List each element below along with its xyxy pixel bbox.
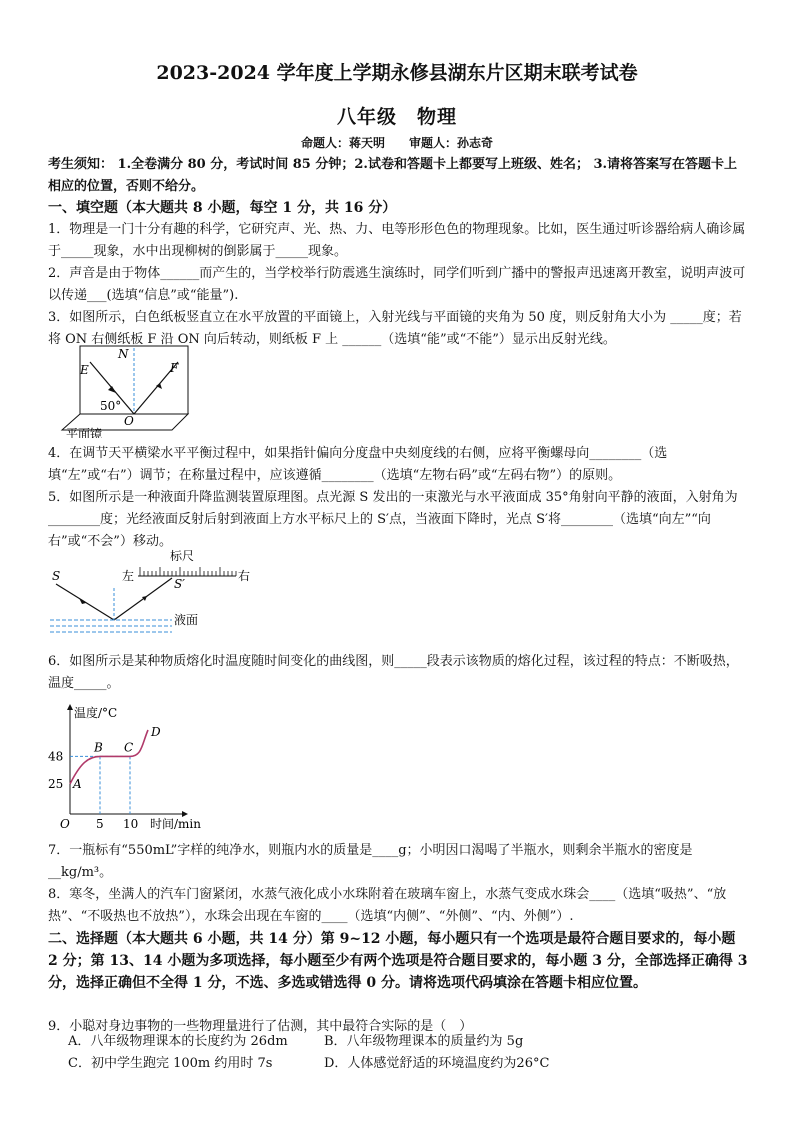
arrow-icon <box>108 386 116 393</box>
question-5: 5．如图所示是一种液面升降监测装置原理图。点光源 S 发出的一束激光与水平液面成 35°角射向平静的液面，入射角为________度；光经液面反射后射到液面上方水平标尺上的 S′点，当液面下降时，光点 S′将________（选填“向左”“向右”或“不会”）移动。 <box>48 490 738 549</box>
x-tick-10: 10 <box>123 817 139 831</box>
point-label-C: C <box>124 740 134 755</box>
arrow-icon <box>79 598 86 604</box>
figure-q6-melting-chart <box>46 702 216 832</box>
y-tick-25: 25 <box>48 777 64 791</box>
label-angle: 50° <box>100 399 122 413</box>
point-label-A: A <box>73 777 82 791</box>
origin-label: O <box>60 817 70 831</box>
y-axis-label: 温度/°C <box>74 706 118 720</box>
figure-q5-liquid-monitor <box>46 548 266 640</box>
label-F: F <box>170 361 179 375</box>
question-3: 3．如图所示，白色纸板竖直立在水平放置的平面镜上，入射光线与平面镜的夹角为 50 度，则反射角大小为 _____度；若将 ON 右侧纸板 F 沿 ON 向后转动，则纸板 F 上 ______（选填“能”或“不能”）显示出反射光线。 <box>48 310 742 347</box>
option-D: D．人体感觉舒适的环境温度约为26°C <box>324 1056 550 1071</box>
series-melting-curve <box>70 730 148 784</box>
question-9: 9．小聪对身边事物的一些物理量进行了估测，其中最符合实际的是（ ） <box>48 1019 473 1034</box>
label-ruler: 标尺 <box>170 549 195 563</box>
label-left: 左 <box>122 569 135 583</box>
label-O: O <box>124 414 134 428</box>
option-A: A．八年级物理课本的长度约为 26dm <box>68 1034 288 1049</box>
label-right: 右 <box>238 569 251 583</box>
option-B: B．八年级物理课本的质量约为 5g <box>324 1034 524 1049</box>
section2-heading: 二、选择题（本大题共 6 小题，共 14 分）第 9~12 小题，每小题只有一个选项是最符合题目要求的，每小题 2 分；第 13、14 小题为多项选择，每小题至少有两个选项是符合题目要求的，每小题 3 分，全部选择正确得 3 分，选择正确但不全得 1 分，不选、多选或错选得 0 分。请将选项代码填涂在答题卡相应位置。 <box>48 931 748 991</box>
question-2: 2．声音是由于物体______而产生的，当学校举行防震逃生演练时，同学们听到广播中的警报声迅速离开教室，说明声波可以传递___(选填“信息”或“能量”). <box>48 266 746 303</box>
exam-notice: 考生须知： 1.全卷满分 80 分，考试时间 85 分钟；2.试卷和答题卡上都要写上班级、姓名； 3.请将答案写在答题卡上相应的位置，否则不给分。 <box>48 157 738 194</box>
section1-heading: 一、填空题（本大题共 8 小题，每空 1 分，共 16 分） <box>48 200 397 216</box>
question-7: 7．一瓶标有“550mL”字样的纯净水，则瓶内水的质量是____g；小明因口渴喝了半瓶水，则剩余半瓶水的密度是__kg/m³。 <box>48 843 693 880</box>
exam-subtitle: 八年级 物理 <box>336 106 457 128</box>
label-E: E <box>80 363 89 377</box>
laser-incident <box>56 584 114 620</box>
y-tick-48: 48 <box>48 749 64 764</box>
point-label-D: D <box>151 725 161 739</box>
question-4: 4．在调节天平横梁水平平衡过程中，如果指针偏向分度盘中央刻度线的右侧，应将平衡螺母向________（选填“左”或“右”）调节；在称量过程中，应该遵循________（选填“左物右码”或“左码右物”）的原则。 <box>48 446 668 483</box>
label-N: N <box>118 347 129 361</box>
figure-q3-mirror <box>54 342 214 438</box>
question-6: 6．如图所示是某种物质熔化时温度随时间变化的曲线图，则_____段表示该物质的熔化过程，该过程的特点：不断吸热，温度_____。 <box>48 654 739 691</box>
point-label-B: B <box>94 740 103 755</box>
arrow-icon <box>156 383 162 389</box>
x-axis-label: 时间/min <box>150 817 201 831</box>
ruler-ticks <box>140 567 236 576</box>
laser-reflected <box>114 578 172 620</box>
question-1: 1．物理是一门十分有趣的科学，它研究声、光、热、力、电等形形色色的物理现象。比如，医生通过听诊器给病人确诊属于_____现象，水中出现柳树的倒影属于_____现象。 <box>48 222 746 259</box>
y-axis-arrow-icon <box>67 704 73 710</box>
label-mirror: 平面镜 <box>66 427 103 438</box>
label-liquid: 液面 <box>174 613 199 627</box>
question-8: 8．寒冬，坐满人的汽车门窗紧闭，水蒸气液化成小水珠附着在玻璃车窗上，水蒸气变成水珠会____（选填“吸热”、“放热”、“不吸热也不放热”），水珠会出现在车窗的____（选填“内侧”、“外侧”、“内、外侧”）. <box>48 887 727 924</box>
x-tick-5: 5 <box>96 817 104 831</box>
label-S-prime: S′ <box>174 577 185 591</box>
label-S: S <box>52 569 61 583</box>
option-C: C．初中学生跑完 100m 约用时 7s <box>68 1056 273 1071</box>
exam-authors: 命题人：蒋天明 审题人：孙志奇 <box>300 136 493 150</box>
exam-title: 2023-2024 学年度上学期永修县湖东片区期末联考试卷 <box>156 62 638 84</box>
